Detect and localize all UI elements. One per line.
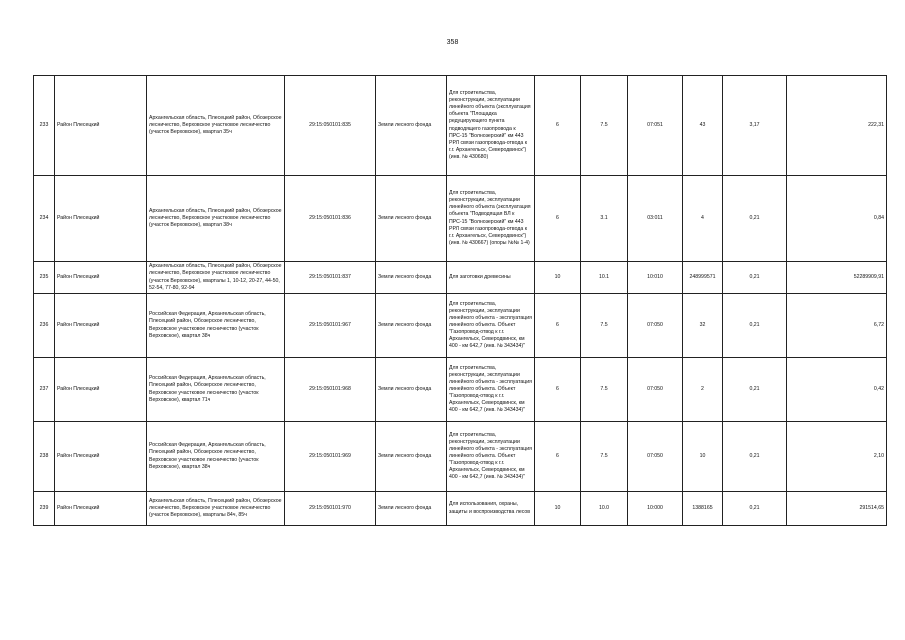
- address-cell: Архангельская область, Плесецкий район, Обозерское лесничество, Верховское участковое лесничество (участок Верховское), кварталы 84ч, 85ч: [147, 492, 285, 526]
- table-row: [34, 422, 887, 492]
- permitted-use-cell: Для строительства, реконструкции, эксплуатации линейного объекта - эксплуатация линейного объекта. Объект "Газопровод-отвод к г.г. Архангельск, Северодвинск, км 400 - км 642,7 (инв. № 343434)": [447, 358, 535, 422]
- percent-cell: 6: [535, 76, 581, 176]
- permitted-use-cell: Для строительства, реконструкции, эксплуатации линейного объекта - эксплуатация линейного объекта. Объект "Газопровод-отвод к г.г. Архангельск, Северодвинск, км 400 - км 642,7 (инв. № 343434)": [447, 422, 535, 492]
- amount-cell: 52289909,91: [787, 262, 887, 294]
- district-cell: Район Плесецкий: [55, 294, 147, 358]
- cadastral-number-cell: 29:15:050101:836: [285, 176, 376, 262]
- coefficient-cell: 0,21: [723, 262, 787, 294]
- percent-cell: 6: [535, 294, 581, 358]
- area-cell: 4: [683, 176, 723, 262]
- use-code-cell: 10:000: [628, 492, 683, 526]
- address-cell: Российская Федерация, Архангельская область, Плесецкий район, Обозерское лесничество, Верховское участковое лесничество (участок Верховское), квартал 38ч: [147, 422, 285, 492]
- address-cell: Архангельская область, Плесецкий район, Обозерское лесничество, Верховское участковое лесничество (участок Верховское), кварталы 1, 10-12, 20-27, 44-50, 52-54, 77-80, 92-94: [147, 262, 285, 294]
- percent-cell: 6: [535, 422, 581, 492]
- permitted-use-cell: Для использования, охраны, защиты и воспроизводства лесов: [447, 492, 535, 526]
- area-cell: 2: [683, 358, 723, 422]
- district-cell: Район Плесецкий: [55, 76, 147, 176]
- percent-cell: 6: [535, 358, 581, 422]
- coefficient-cell: 0,21: [723, 176, 787, 262]
- cadastral-number-cell: 29:15:050101:970: [285, 492, 376, 526]
- land-category-cell: Земли лесного фонда: [376, 262, 447, 294]
- land-category-cell: Земли лесного фонда: [376, 358, 447, 422]
- row-number: 233: [34, 76, 55, 176]
- row-number: 235: [34, 262, 55, 294]
- use-code-cell: 07:051: [628, 76, 683, 176]
- use-code-cell: 10:010: [628, 262, 683, 294]
- amount-cell: 0,84: [787, 176, 887, 262]
- page-number: 358: [446, 39, 459, 46]
- coefficient-cell: 0,21: [723, 358, 787, 422]
- amount-cell: 6,72: [787, 294, 887, 358]
- table-row: [34, 176, 887, 262]
- district-cell: Район Плесецкий: [55, 262, 147, 294]
- table-row: [34, 262, 887, 294]
- percent-cell: 6: [535, 176, 581, 262]
- table-row: [34, 358, 887, 422]
- district-cell: Район Плесецкий: [55, 422, 147, 492]
- rate-cell: 7.5: [581, 422, 628, 492]
- land-category-cell: Земли лесного фонда: [376, 176, 447, 262]
- address-cell: Архангельская область, Плесецкий район, Обозерское лесничество, Верховское участковое лесничество (участок Верховское), квартал 38ч: [147, 176, 285, 262]
- cadastral-number-cell: 29:15:050101:969: [285, 422, 376, 492]
- permitted-use-cell: Для строительства, реконструкции, эксплуатации линейного объекта (эксплуатация объекта "Подводящая ВЛ к ПРС-15 "Волнозерский" км 443 РРЛ связи газопровода-отвода к г.г. Архангельск, Северодвинск") (инв. № 430667) (опоры №№ 1-4): [447, 176, 535, 262]
- area-cell: 32: [683, 294, 723, 358]
- rate-cell: 10.0: [581, 492, 628, 526]
- row-number: 234: [34, 176, 55, 262]
- cadastral-number-cell: 29:15:050101:837: [285, 262, 376, 294]
- row-number: 237: [34, 358, 55, 422]
- district-cell: Район Плесецкий: [55, 176, 147, 262]
- cadastral-number-cell: 29:15:050101:967: [285, 294, 376, 358]
- cadastral-number-cell: 29:15:050101:835: [285, 76, 376, 176]
- area-cell: 10: [683, 422, 723, 492]
- use-code-cell: 03:011: [628, 176, 683, 262]
- use-code-cell: 07:050: [628, 422, 683, 492]
- table-row: [34, 294, 887, 358]
- percent-cell: 10: [535, 492, 581, 526]
- rate-cell: 10.1: [581, 262, 628, 294]
- coefficient-cell: 3,17: [723, 76, 787, 176]
- amount-cell: 0,42: [787, 358, 887, 422]
- table-row: [34, 76, 887, 176]
- address-cell: Российская Федерация, Архангельская область, Плесецкий район, Обозерское лесничество, Верховское участковое лесничество (участок Верховское), квартал 71ч: [147, 358, 285, 422]
- use-code-cell: 07:050: [628, 358, 683, 422]
- area-cell: 1388165: [683, 492, 723, 526]
- land-category-cell: Земли лесного фонда: [376, 294, 447, 358]
- amount-cell: 222,31: [787, 76, 887, 176]
- address-cell: Архангельская область, Плесецкий район, Обозерское лесничество, Верховское участковое лесничество (участок Верховское), квартал 35ч: [147, 76, 285, 176]
- table-row: [34, 492, 887, 526]
- area-cell: 43: [683, 76, 723, 176]
- land-category-cell: Земли лесного фонда: [376, 492, 447, 526]
- percent-cell: 10: [535, 262, 581, 294]
- coefficient-cell: 0,21: [723, 294, 787, 358]
- use-code-cell: 07:050: [628, 294, 683, 358]
- area-cell: 248999571: [683, 262, 723, 294]
- coefficient-cell: 0,21: [723, 422, 787, 492]
- registry-table: [33, 75, 887, 526]
- coefficient-cell: 0,21: [723, 492, 787, 526]
- permitted-use-cell: Для строительства, реконструкции, эксплуатации линейного объекта (эксплуатация объекта "Площадка редуцирующего пункта подводящего газопровода к ПРС-15 "Волнозерский" км 443 РРЛ связи газопровода-отвода к г.г. Архангельск, Северодвинск") (инв. № 430680): [447, 76, 535, 176]
- rate-cell: 3.1: [581, 176, 628, 262]
- land-category-cell: Земли лесного фонда: [376, 422, 447, 492]
- permitted-use-cell: Для заготовки древесины: [447, 262, 535, 294]
- district-cell: Район Плесецкий: [55, 358, 147, 422]
- rate-cell: 7.5: [581, 294, 628, 358]
- row-number: 239: [34, 492, 55, 526]
- cadastral-number-cell: 29:15:050101:968: [285, 358, 376, 422]
- land-category-cell: Земли лесного фонда: [376, 76, 447, 176]
- address-cell: Российская Федерация, Архангельская область, Плесецкий район, Обозерское лесничество, Верховское участковое лесничество (участок Верховское), квартал 38ч: [147, 294, 285, 358]
- district-cell: Район Плесецкий: [55, 492, 147, 526]
- rate-cell: 7.5: [581, 76, 628, 176]
- permitted-use-cell: Для строительства, реконструкции, эксплуатации линейного объекта - эксплуатация линейного объекта. Объект "Газопровод-отвод к г.г. Архангельск, Северодвинск, км 400 - км 642,7 (инв. № 343434)": [447, 294, 535, 358]
- rate-cell: 7.5: [581, 358, 628, 422]
- row-number: 238: [34, 422, 55, 492]
- amount-cell: 2,10: [787, 422, 887, 492]
- amount-cell: 291514,65: [787, 492, 887, 526]
- row-number: 236: [34, 294, 55, 358]
